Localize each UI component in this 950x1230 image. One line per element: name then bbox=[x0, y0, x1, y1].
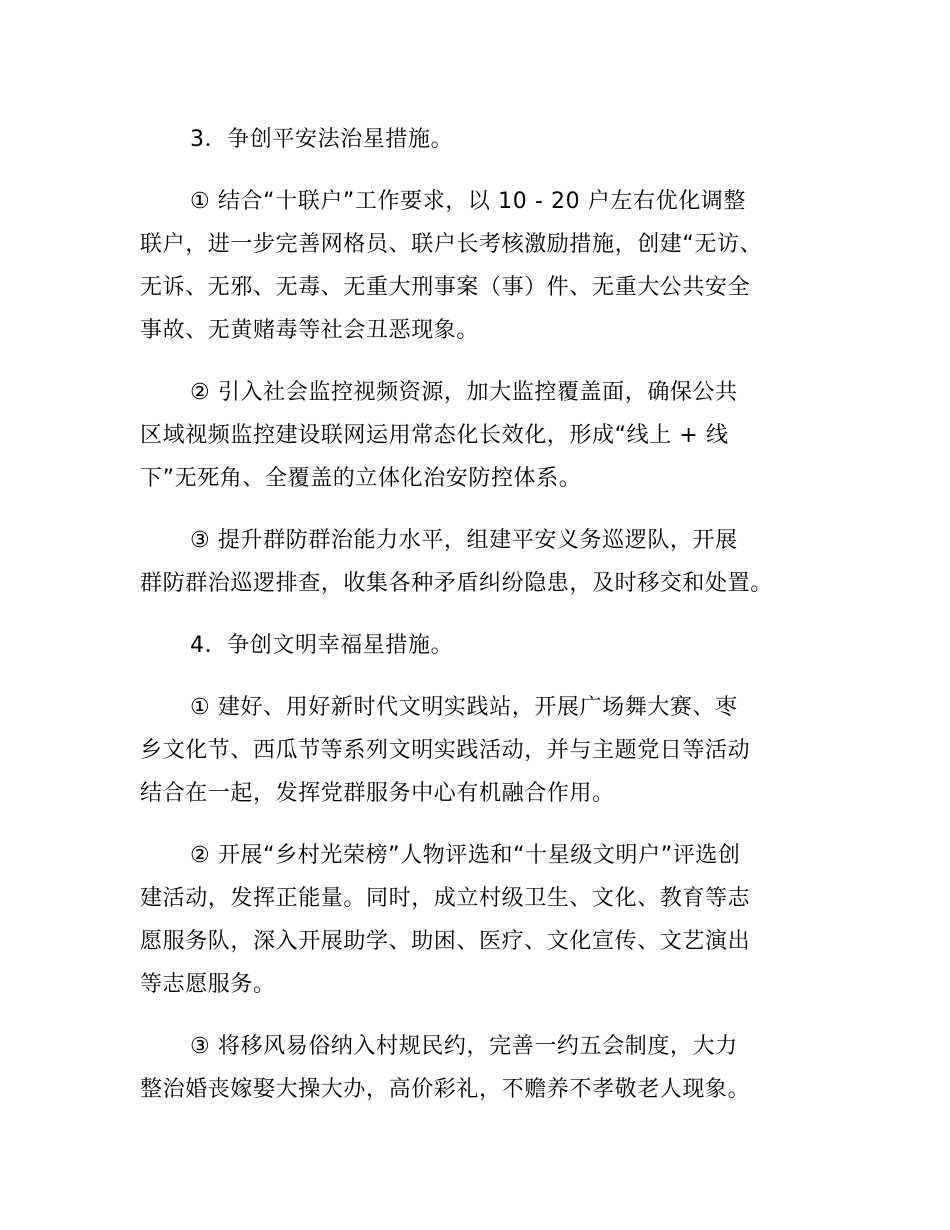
paragraph-line: ① 结合“十联户”工作要求，以 10 - 20 户左右优化调整 bbox=[190, 189, 747, 214]
paragraph-line: 乡文化节、西瓜节等系列文明实践活动，并与主题党日等活动 bbox=[140, 738, 751, 763]
paragraph-line: ② 开展“乡村光荣榜”人物评选和“十星级文明户”评选创 bbox=[190, 843, 741, 868]
paragraph-line: 事故、无黄赌毒等社会丑恶现象。 bbox=[140, 318, 480, 343]
section-heading-4: 4．争创文明幸福星措施。 bbox=[190, 633, 454, 658]
paragraph-line: ① 建好、用好新时代文明实践站，开展广场舞大赛、枣 bbox=[190, 695, 738, 720]
section-heading-3: 3．争创平安法治星措施。 bbox=[190, 127, 454, 152]
paragraph-line: 下”无死角、全覆盖的立体化治安防控体系。 bbox=[140, 466, 582, 491]
paragraph-line: 建活动，发挥正能量。同时，成立村级卫生、文化、教育等志 bbox=[140, 886, 751, 911]
paragraph-line: 联户，进一步完善网格员、联户长考核激励措施，创建“无访、 bbox=[140, 232, 763, 257]
paragraph-line: 愿服务队，深入开展助学、助困、医疗、文化宣传、文艺演出 bbox=[140, 929, 751, 954]
paragraph-line: 无诉、无邪、无毒、无重大刑事案（事）件、无重大公共安全 bbox=[140, 275, 751, 300]
paragraph-line: 区域视频监控建设联网运用常态化长效化，形成“线上 + 线 bbox=[140, 423, 729, 448]
paragraph-line: 等志愿服务。 bbox=[140, 972, 276, 997]
paragraph-line: ③ 提升群防群治能力水平，组建平安义务巡逻队，开展 bbox=[190, 528, 738, 553]
paragraph-line: 整治婚丧嫁娶大操大办，高价彩礼，不赡养不孝敬老人现象。 bbox=[140, 1077, 751, 1102]
paragraph-line: ③ 将移风易俗纳入村规民约，完善一约五会制度，大力 bbox=[190, 1034, 738, 1059]
paragraph-line: ② 引入社会监控视频资源，加大监控覆盖面，确保公共 bbox=[190, 380, 738, 405]
paragraph-line: 群防群治巡逻排查，收集各种矛盾纠纷隐患，及时移交和处置。 bbox=[140, 571, 773, 596]
paragraph-line: 结合在一起，发挥党群服务中心有机融合作用。 bbox=[140, 781, 615, 806]
